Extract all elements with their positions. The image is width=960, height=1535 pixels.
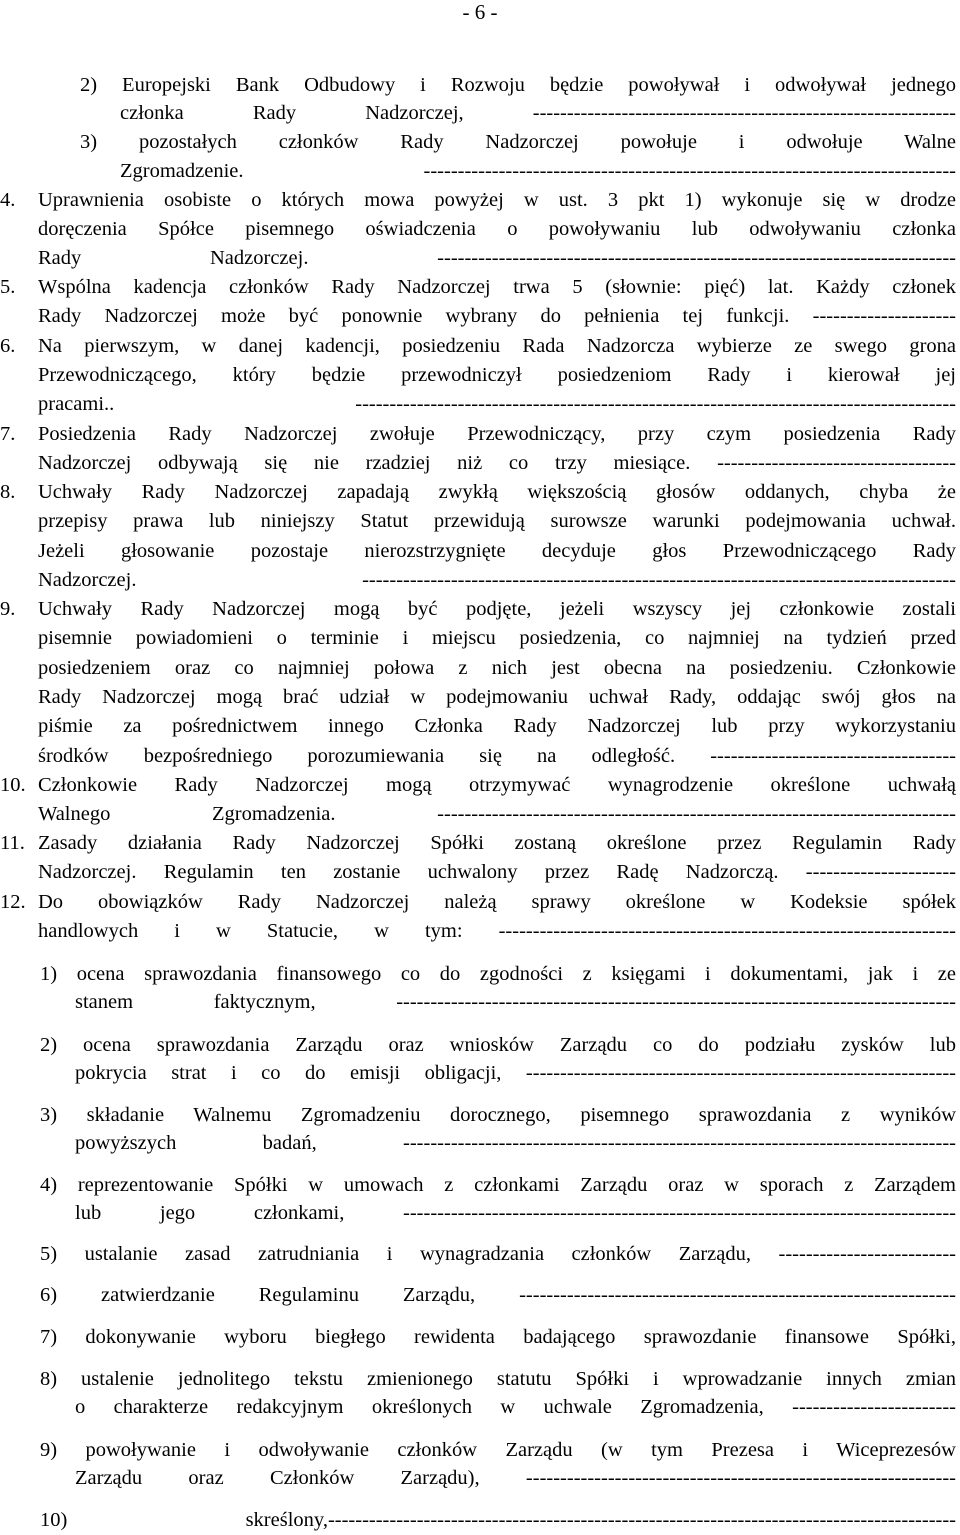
paragraph-line: przepisy prawa lub niniejszy Statut przewidują surowsze warunki podejmowania uchwał.: [38, 510, 956, 532]
paragraph-line: Jeżeli głosowanie pozostaje nierozstrzygnięte decyduje głos Przewodniczącego Rady: [38, 540, 956, 562]
paragraph-line: piśmie za pośrednictwem innego Członka Rady Nadzorczej lub przy wykorzystaniu: [38, 715, 956, 737]
sublist-item-3: 3) składanie Walnemu Zgromadzeniu dorocznego, pisemnego sprawozdania z wyników: [40, 1104, 956, 1126]
paragraph-number: 7.: [0, 423, 16, 445]
list-item-2: 2) Europejski Bank Odbudowy i Rozwoju będzie powoływał i odwoływał jednego: [80, 74, 956, 96]
paragraph-line: Do obowiązków Rady Nadzorczej należą sprawy określone w Kodeksie spółek: [38, 891, 956, 913]
paragraph-number: 4.: [0, 189, 16, 211]
sublist-item-7: 7) dokonywanie wyboru biegłego rewidenta badającego sprawozdanie finansowe Spółki,: [40, 1326, 956, 1348]
paragraph-line: Uprawnienia osobiste o których mowa powyżej w ust. 3 pkt 1) wykonuje się w drodze: [38, 189, 956, 211]
paragraph-line: Zasady działania Rady Nadzorczej Spółki zostaną określone przez Regulamin Rady: [38, 832, 956, 854]
paragraph-line: środków bezpośredniego porozumiewania się na odległość. ------------------------------------: [38, 745, 956, 767]
paragraph-line: Uchwały Rady Nadzorczej zapadają zwykłą większością głosów oddanych, chyba że: [38, 481, 956, 503]
list-item-2-cont: członka Rady Nadzorczej, --------------------------------------------------------------: [120, 102, 956, 124]
paragraph-number: 11.: [0, 832, 25, 854]
paragraph-number: 6.: [0, 335, 16, 357]
paragraph-line: Przewodniczącego, który będzie przewodniczył posiedzeniom Rady i kierował jej: [38, 364, 956, 386]
sublist-item-2-cont: pokrycia strat i co do emisji obligacji, ---------------------------------------------------------------: [75, 1062, 956, 1084]
sublist-item-4: 4) reprezentowanie Spółki w umowach z członkami Zarządu oraz w sporach z Zarządem: [40, 1174, 956, 1196]
sublist-item-8-cont: o charakterze redakcyjnym określonych w uchwale Zgromadzenia, ------------------------: [75, 1396, 956, 1418]
sublist-item-9-cont: Zarządu oraz Członków Zarządu), ---------------------------------------------------------------: [75, 1467, 956, 1489]
paragraph-line: pracami.. ----------------------------------------------------------------------------------------: [38, 393, 956, 415]
paragraph-line: Członkowie Rady Nadzorczej mogą otrzymywać wynagrodzenie określone uchwałą: [38, 774, 956, 796]
paragraph-line: Walnego Zgromadzenia. ----------------------------------------------------------------------------: [38, 803, 956, 825]
paragraph-line: Posiedzenia Rady Nadzorczej zwołuje Przewodniczący, przy czym posiedzenia Rady: [38, 423, 956, 445]
paragraph-number: 8.: [0, 481, 16, 503]
paragraph-line: Uchwały Rady Nadzorczej mogą być podjęte, jeżeli wszyscy jej członkowie zostali: [38, 598, 956, 620]
paragraph-line: posiedzeniem oraz co najmniej połowa z nich jest obecna na posiedzeniu. Członkowie: [38, 657, 956, 679]
sublist-item-8: 8) ustalenie jednolitego tekstu zmienionego statutu Spółki i wprowadzanie innych zmian: [40, 1368, 956, 1390]
paragraph-line: Wspólna kadencja członków Rady Nadzorczej trwa 5 (słownie: pięć) lat. Każdy członek: [38, 276, 956, 298]
paragraph-line: handlowych i w Statucie, w tym: -------------------------------------------------------------------: [38, 920, 956, 942]
page-number: - 6 -: [462, 0, 498, 24]
list-item-3: 3) pozostałych członków Rady Nadzorczej powołuje i odwołuje Walne: [80, 131, 956, 153]
sublist-item-9: 9) powoływanie i odwoływanie członków Zarządu (w tym Prezesa i Wiceprezesów: [40, 1439, 956, 1461]
paragraph-line: Na pierwszym, w danej kadencji, posiedzeniu Rada Nadzorcza wybierze ze swego grona: [38, 335, 956, 357]
paragraph-line: Rady Nadzorczej mogą brać udział w podejmowaniu uchwał Rady, oddając swój głos na: [38, 686, 956, 708]
sublist-item-5: 5) ustalanie zasad zatrudniania i wynagradzania członków Zarządu, --------------------------: [40, 1243, 956, 1265]
sublist-item-6: 6) zatwierdzanie Regulaminu Zarządu, ----------------------------------------------------------------: [40, 1284, 956, 1306]
paragraph-line: pisemnie powiadomieni o terminie i miejscu posiedzenia, co najmniej na tydzień przed: [38, 627, 956, 649]
paragraph-number: 5.: [0, 276, 16, 298]
list-item-3-cont: Zgromadzenie. ------------------------------------------------------------------------------: [120, 160, 956, 182]
paragraph-number: 9.: [0, 598, 16, 620]
paragraph-line: Rady Nadzorczej. ----------------------------------------------------------------------------: [38, 247, 956, 269]
paragraph-line: Nadzorczej. ---------------------------------------------------------------------------------------: [38, 569, 956, 591]
sublist-item-10: 10) skreślony,--------------------------------------------------------------------------------------------: [40, 1509, 956, 1531]
paragraph-number: 12.: [0, 891, 26, 913]
paragraph-line: Nadzorczej odbywają się nie rzadziej niż co trzy miesiące. -----------------------------------: [38, 452, 956, 474]
sublist-item-2: 2) ocena sprawozdania Zarządu oraz wniosków Zarządu co do podziału zysków lub: [40, 1034, 956, 1056]
paragraph-line: Rady Nadzorczej może być ponownie wybrany do pełnienia tej funkcji. ---------------------: [38, 305, 956, 327]
sublist-item-1: 1) ocena sprawozdania finansowego co do zgodności z księgami i dokumentami, jak i ze: [40, 963, 956, 985]
sublist-item-1-cont: stanem faktycznym, ----------------------------------------------------------------------------------: [75, 991, 956, 1013]
sublist-item-4-cont: lub jego członkami, ---------------------------------------------------------------------------------: [75, 1202, 956, 1224]
paragraph-number: 10.: [0, 774, 26, 796]
sublist-item-3-cont: powyższych badań, ---------------------------------------------------------------------------------: [75, 1132, 956, 1154]
paragraph-line: doręczenia Spółce pisemnego oświadczenia o powoływaniu lub odwoływaniu członka: [38, 218, 956, 240]
paragraph-line: Nadzorczej. Regulamin ten zostanie uchwalony przez Radę Nadzorczą. ----------------------: [38, 861, 956, 883]
